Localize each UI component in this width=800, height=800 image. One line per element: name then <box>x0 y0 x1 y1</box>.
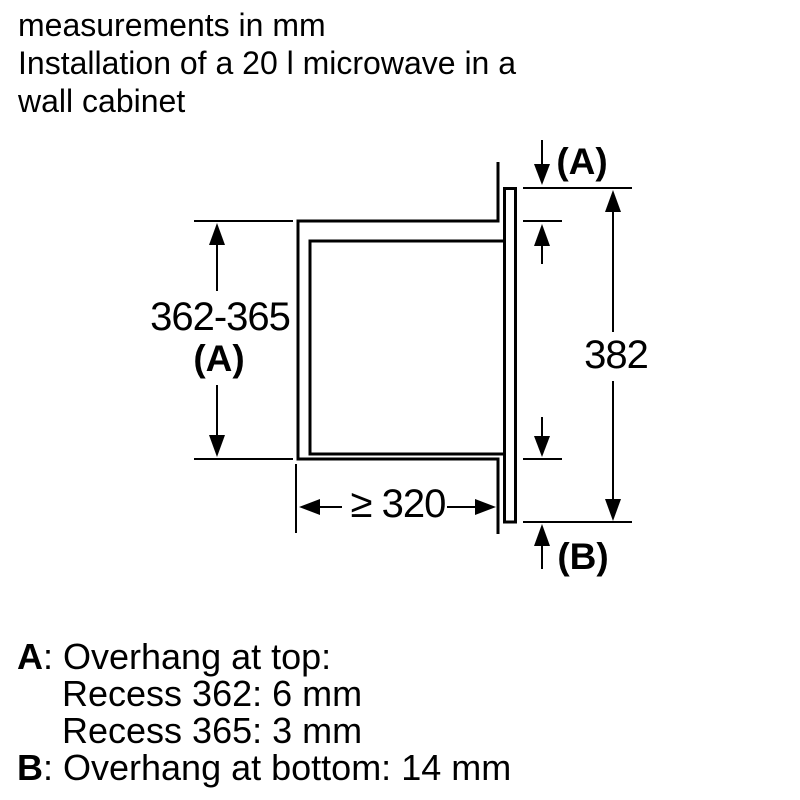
dimension-niche-height <box>150 221 293 459</box>
bottom-overhang-label: (B) <box>557 536 609 577</box>
legend-item-recess-362: Recess 362: 6 mm <box>62 673 363 714</box>
legend-item-recess-365: Recess 365: 3 mm <box>62 710 363 751</box>
niche-height-ref-label: (A) <box>193 338 245 379</box>
arrow-down-icon <box>209 435 225 457</box>
arrow-up-icon <box>209 223 225 245</box>
arrow-up-icon <box>605 190 621 212</box>
legend-block <box>17 638 511 786</box>
title-line-installation: Installation of a 20 l microwave in a <box>18 45 517 81</box>
arrow-up-icon <box>534 524 550 546</box>
legend-key-a: A <box>17 636 43 677</box>
top-overhang-label: (A) <box>556 141 608 182</box>
cabinet-inner-niche <box>310 241 503 454</box>
arrow-down-icon <box>534 164 550 185</box>
legend-item-b <box>17 749 511 786</box>
arrow-up-icon <box>534 224 550 246</box>
appliance-height-value: 382 <box>584 333 648 377</box>
legend-item-a <box>17 638 511 675</box>
title-line-cabinet: wall cabinet <box>18 83 186 119</box>
dimension-niche-depth <box>296 464 496 533</box>
cabinet-outline <box>298 162 503 534</box>
arrow-down-icon <box>534 436 550 457</box>
microwave-front-panel <box>505 189 516 523</box>
niche-height-value: 362-365 <box>150 295 290 339</box>
arrow-left-icon <box>299 499 320 515</box>
legend-text-b: : Overhang at bottom: 14 mm <box>43 747 512 788</box>
legend-key-b: B <box>17 747 43 788</box>
arrow-down-icon <box>605 499 621 521</box>
niche-depth-value: ≥ 320 <box>350 482 446 526</box>
legend-text-a: : Overhang at top: <box>43 636 332 677</box>
cabinet-outer-contour <box>298 162 498 534</box>
dimension-bottom-overhang <box>523 417 609 577</box>
title-line-units: measurements in mm <box>18 7 326 43</box>
arrow-right-icon <box>475 499 496 515</box>
